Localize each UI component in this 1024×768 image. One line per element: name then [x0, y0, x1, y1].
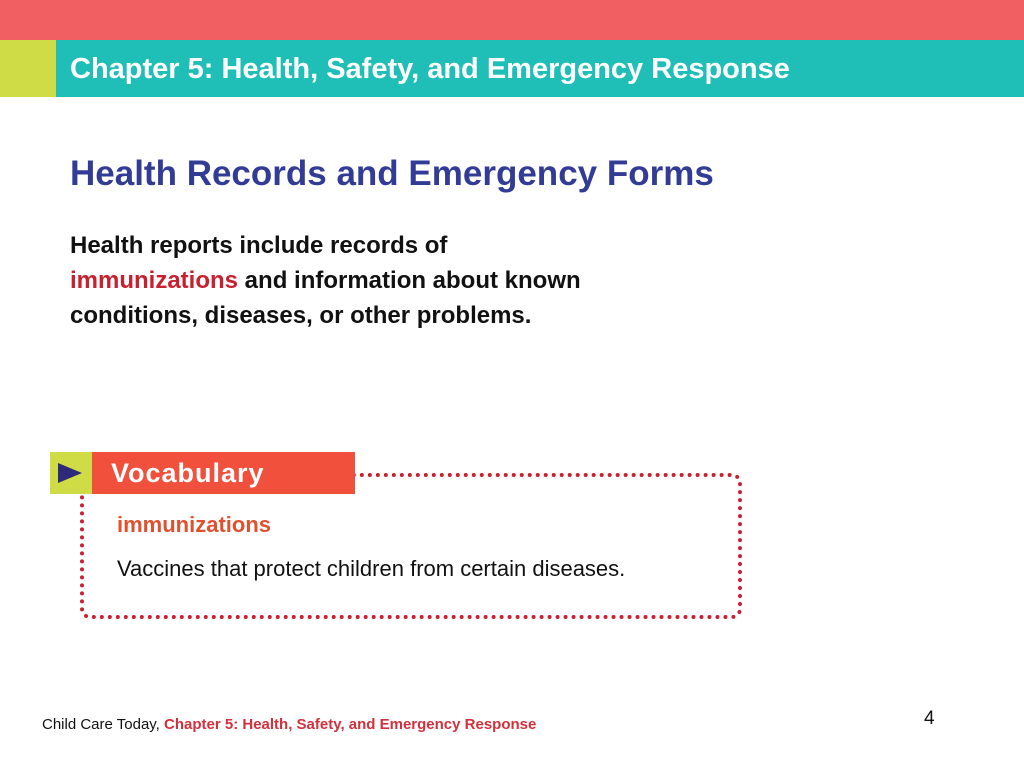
body-line-1: Health reports include records of	[70, 232, 448, 259]
slide-heading: Health Records and Emergency Forms	[70, 154, 714, 193]
footer-book-title: Child Care Today,	[42, 716, 165, 733]
footer	[42, 716, 536, 733]
top-color-band	[0, 0, 1024, 40]
vocabulary-definition: Vaccines that protect children from certain diseases.	[117, 556, 626, 581]
vocabulary-box	[80, 473, 742, 619]
footer-chapter: Chapter 5: Health, Safety, and Emergency Response	[164, 716, 537, 733]
body-line-2-rest: and information about known	[238, 267, 581, 294]
body-line-2	[70, 263, 710, 298]
title-accent-square	[0, 40, 56, 97]
highlighted-term: immunizations	[70, 267, 239, 294]
vocabulary-label: Vocabulary	[111, 458, 265, 488]
vocabulary-term: immunizations	[117, 512, 272, 537]
vocabulary-tab	[92, 452, 355, 494]
arrow-right-icon	[58, 463, 82, 483]
vocabulary-marker	[50, 452, 92, 494]
page-number: 4	[924, 708, 935, 729]
chapter-title: Chapter 5: Health, Safety, and Emergency Response	[70, 53, 790, 85]
body-line-3: conditions, diseases, or other problems.	[70, 302, 532, 329]
slide-body-text	[70, 228, 710, 333]
